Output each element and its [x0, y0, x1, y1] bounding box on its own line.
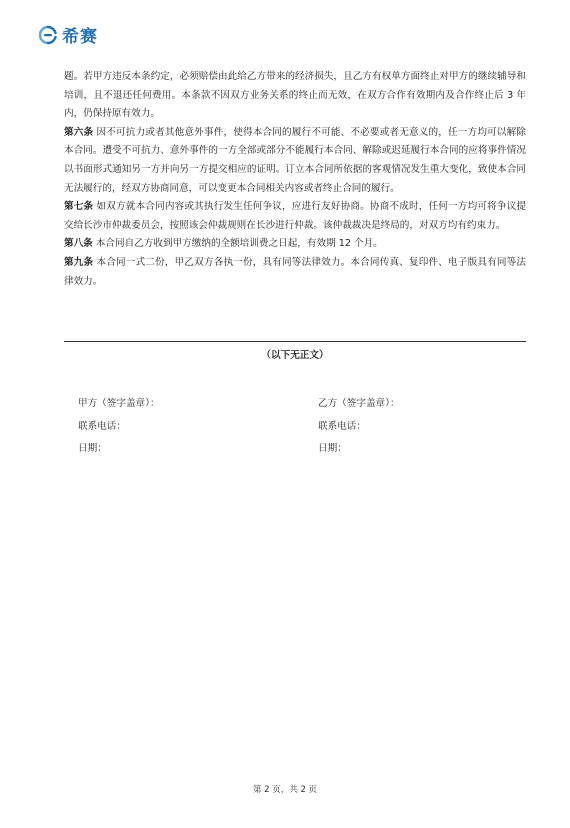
logo-text: 希赛	[62, 27, 98, 47]
party-a-sign-label: 甲方（签字盖章）：	[78, 398, 160, 409]
section-divider	[64, 341, 526, 342]
article-8-label: 第八条	[64, 238, 93, 250]
signature-party-b	[318, 393, 400, 461]
article-7	[64, 198, 526, 235]
article-9-label: 第九条	[64, 256, 94, 268]
party-b-sign-label: 乙方（签字盖章）：	[318, 398, 400, 409]
end-note: （以下无正文）	[261, 350, 329, 361]
contract-body	[64, 68, 526, 291]
party-a-phone-label: 联系电话：	[78, 420, 126, 432]
article-7-text: 如双方就本合同内容或其执行发生任何争议，应进行友好协商。协商不成时，任何一方均可将争议提交给长沙市仲裁委员会，按照该会仲裁规则在长沙进行仲裁。该仲裁裁决是终局的，对双方均有约束力。	[64, 201, 526, 231]
party-b-phone-label: 联系电话：	[318, 420, 366, 432]
party-b-date-label: 日期：	[318, 443, 347, 454]
paragraph-continuation: 题。若甲方违反本条约定，必须赔偿由此给乙方带来的经济损失，且乙方有权单方面终止对甲方的继续辅导和培训，且不退还任何费用。本条款不因双方业务关系的终止而无效，在双方合作有效期内及合作终止后 3 年内，仍保持原有效力。	[64, 71, 526, 120]
logo-icon	[38, 25, 58, 45]
article-8-text: 本合同自乙方收到甲方缴纳的全额培训费之日起，有效期 12 个月。	[92, 238, 383, 250]
article-6-label: 第六条	[64, 126, 94, 138]
brand-logo	[38, 22, 98, 47]
article-7-label: 第七条	[64, 201, 94, 213]
article-9-text: 本合同一式二份，甲乙双方各执一份，具有同等法律效力。本合同传真、复印件、电子版具有同等法律效力。	[64, 256, 526, 287]
page-number: 第 2 页，共 2 页	[252, 785, 318, 795]
article-6	[64, 124, 526, 198]
article-8	[64, 235, 526, 254]
signature-party-a	[78, 393, 160, 461]
article-6-text: 因不可抗力或者其他意外事件，使得本合同的履行不可能、不必要或者无意义的，任一方均可以解除本合同。遭受不可抗力、意外事件的一方全部或部分不能履行本合同、解除或迟延履行本合同的应将事件情况以书面形式通知另一方并向另一方提交相应的证明。订立本合同所依据的客观情况发生重大变化，致使本合同无法履行的，经双方协商同意，可以变更本合同相关内容或者终止合同的履行。	[64, 126, 526, 194]
party-a-date-label: 日期：	[78, 443, 107, 454]
article-9	[64, 254, 526, 291]
